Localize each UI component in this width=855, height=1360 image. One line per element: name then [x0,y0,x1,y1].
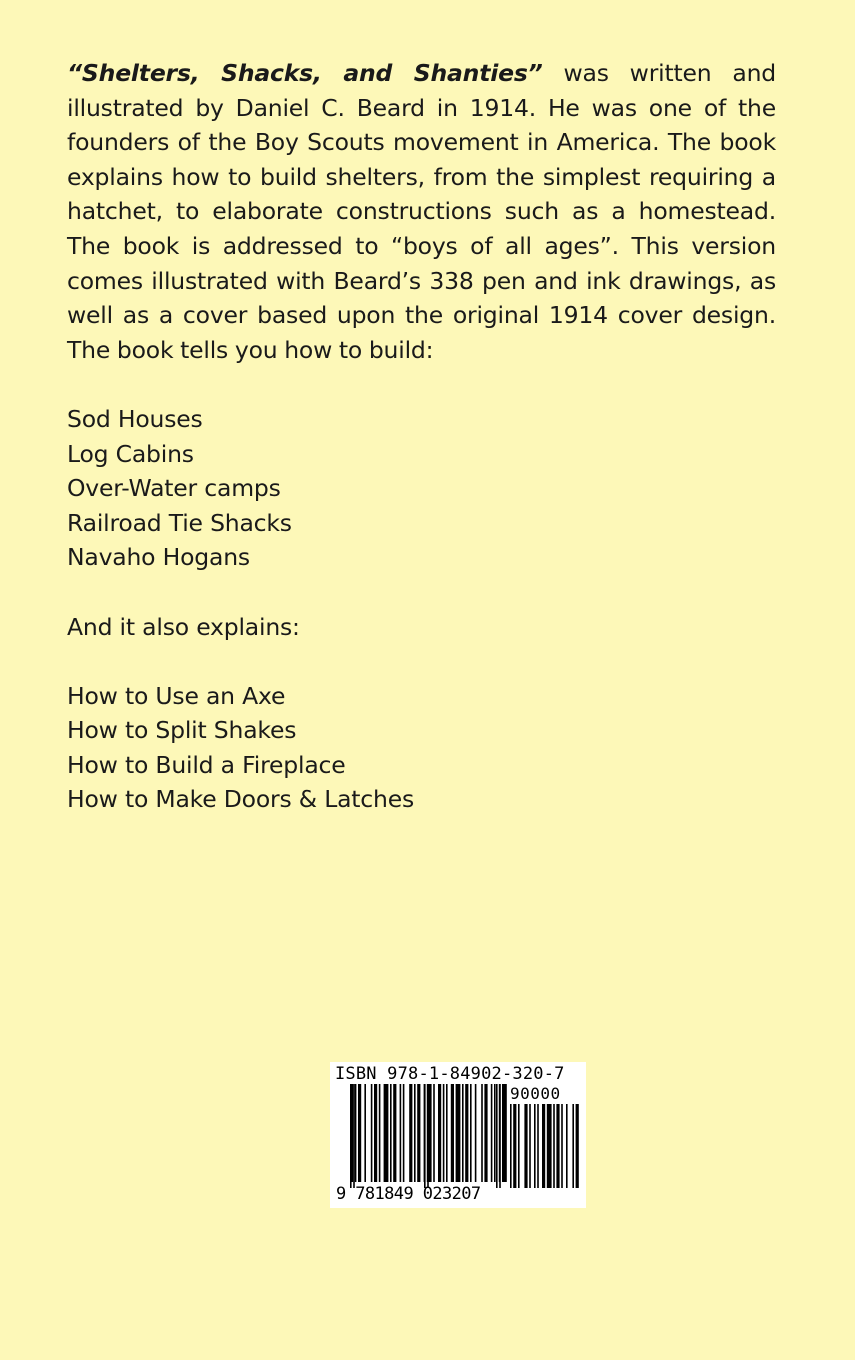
barcode-bar [524,1104,527,1188]
barcode-bar [400,1084,402,1182]
barcode-bar [462,1084,464,1182]
barcode-bar [566,1104,568,1188]
list-item: Over-Water camps [67,474,281,503]
barcode-bar [502,1084,507,1182]
barcode-bar [403,1084,405,1182]
barcode-bar [537,1104,539,1188]
barcode-bar [534,1104,536,1188]
barcode-bar [481,1084,483,1182]
list-item: Navaho Hogans [67,543,250,572]
ean-number: 9 781849 023207 [336,1184,481,1204]
back-cover-content [67,56,776,817]
barcode-bar [576,1104,579,1188]
barcode-bar [542,1104,545,1188]
barcode-bar [438,1084,441,1182]
barcode-bar [456,1084,461,1182]
barcode-bar [390,1084,392,1182]
barcode-bar [553,1104,555,1188]
barcode-bar [371,1084,373,1182]
barcode-bar [374,1084,377,1182]
barcode-bar [424,1084,426,1188]
barcode-bar [384,1084,389,1182]
barcode-bar [427,1084,429,1188]
intro-paragraph [67,56,776,367]
barcode-bar [443,1084,445,1182]
barcode-bar [364,1084,366,1182]
barcode-bar [393,1084,396,1182]
barcode-bar [529,1104,531,1188]
barcode-bar [451,1084,454,1182]
barcode-bar [561,1104,563,1188]
barcode-bar [494,1084,496,1182]
barcode-bar [417,1084,420,1182]
barcode-bar [510,1104,512,1188]
list-item: How to Build a Fireplace [67,750,346,779]
barcode-bar [556,1104,559,1188]
also-explains-heading: And it also explains: [67,612,300,641]
barcode-bar [465,1084,468,1182]
barcode-bar [379,1084,381,1182]
barcode-bar [491,1084,493,1182]
barcode-bar [572,1104,574,1188]
explain-list [67,679,776,817]
list-item: Railroad Tie Shacks [67,508,292,537]
build-list [67,402,776,575]
barcode-bar [475,1084,477,1182]
barcode-bar [358,1084,361,1182]
list-item: How to Split Shakes [67,716,297,745]
list-item: Sod Houses [67,404,203,433]
barcode-bar [496,1084,498,1188]
barcode-bar [499,1084,501,1188]
barcode-bar [513,1104,516,1188]
barcode-bar [409,1084,412,1182]
barcode-bar [484,1084,487,1182]
book-title: “Shelters, Shacks, and Shanties” [67,59,543,87]
barcode-bar [547,1104,552,1188]
barcode-bar [518,1104,520,1188]
barcode-bar [470,1084,472,1182]
intro-text: was written and illustrated by Daniel C. Beard in 1914. He was one of the founders of the Boy Scouts movement in America. The book explains how to build shelters, from the simplest requiring a hatchet, to elaborate constructions such as a homestead. The book is addressed to “boys of all ages”. This version comes illustrated with Beard’s 338 pen and ink drawings, as well as a cover based upon the original 1914 cover design. The book tells you how to build: [67,59,777,364]
barcode-bar [350,1084,352,1188]
list-item: Log Cabins [67,439,194,468]
isbn-label: ISBN 978-1-84902-320-7 [335,1064,565,1084]
list-item: How to Use an Axe [67,681,286,710]
barcode-bar [353,1084,355,1188]
barcode-bar [414,1084,416,1182]
barcode-bar [433,1084,435,1182]
isbn-barcode [330,1062,586,1208]
addon-code: 90000 [510,1084,561,1103]
list-item: How to Make Doors & Latches [67,785,415,814]
barcode-bar [355,1084,357,1182]
barcode-bar [446,1084,448,1182]
